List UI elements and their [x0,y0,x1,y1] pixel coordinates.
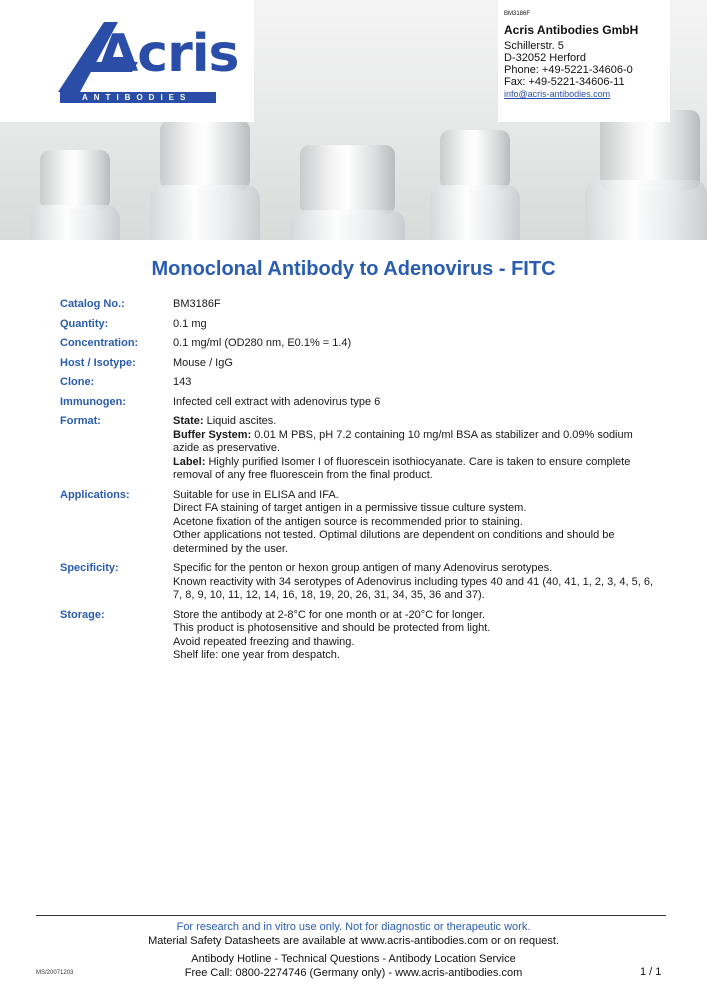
spec-label: Clone: [60,376,95,388]
spec-label: Specificity: [60,562,119,574]
logo-wordmark: Acris [98,24,239,84]
spec-value: 0.1 mg/ml (OD280 nm, E0.1% = 1.4) [173,337,352,349]
storage-line: Avoid repeated freezing and thawing. [173,635,355,648]
spec-value: 0.1 mg [173,317,207,330]
spec-row-format [60,415,660,483]
footer-ms-code: MS/20071203 [36,970,74,976]
spec-row-storage [60,609,660,663]
format-state [173,415,660,429]
format-label-label: Label: [173,455,206,468]
format-label-text: Highly purified Isomer I of fluorescein isothiocyanate. Care is taken to ensure complete removal of any free fluorescein from the final product. [173,455,631,481]
spec-label: Concentration: [60,337,139,349]
footer-hotline: Antibody Hotline - Technical Questions - Antibody Location Service [191,953,516,965]
vial-image [150,185,260,240]
storage-line: This product is photosensitive and should be protected from light. [173,622,491,634]
format-label [173,456,660,483]
spec-label: Storage: [60,608,105,621]
footer-disclaimer: For research and in vitro use only. Not for diagnostic or therapeutic work. [176,921,531,933]
specificity-line: Specific for the penton or hexon group antigen of many Adenovirus serotypes. [173,562,553,574]
spec-value: Mouse / IgG [173,356,233,369]
spec-row-specificity [60,562,660,603]
contact-block [504,10,638,100]
page-title: Monoclonal Antibody to Adenovirus - FITC [151,258,556,280]
spec-value: BM3186F [173,298,221,310]
fax-number: Fax: +49-5221-34606-11 [504,76,625,88]
storage-line: Store the antibody at 2-8°C for one month or at -20°C for longer. [173,608,486,621]
email-link[interactable]: info@acris-antibodies.com [504,89,611,99]
spec-table [60,298,660,669]
spec-label: Catalog No.: [60,298,125,310]
spec-row-applications [60,489,660,557]
format-state-label: State: [173,415,204,427]
format-buffer-text: 0.01 M PBS, pH 7.2 containing 10 mg/ml BSA as stabilizer and 0.09% sodium azide as preservative. [173,428,633,454]
specificity-line: Known reactivity with 34 serotypes of Adenovirus including types 40 and 41 (40, 41, 1, 2, 3, 4, 5, 6, 7, 8, 9, 10, 11, 12, 14, 16, 18, 19, 20, 26, 31, 34, 35, 36 and 37). [173,575,654,601]
spec-value [173,562,660,603]
footer-msds-note: Material Safety Datasheets are available at www.acris-antibodies.com or on request. [148,935,559,947]
vial-cap-image [300,145,395,215]
vial-cap-image [40,150,110,210]
applications-line: Other applications not tested. Optimal dilutions are dependent on conditions and should be determined by the user. [173,529,615,555]
applications-line: Direct FA staining of target antigen in a permissive tissue culture system. [173,502,527,514]
format-buffer [173,429,660,456]
spec-row-concentration [60,337,660,351]
format-state-text: Liquid ascites. [203,415,277,427]
header-banner [0,0,707,240]
vial-cap-image [160,120,250,190]
logo-area [0,0,254,122]
applications-line: Suitable for use in ELISA and IFA. [173,488,339,501]
spec-label: Quantity: [60,317,109,330]
spec-value [173,609,660,663]
footer-free-call: Free Call: 0800-2274746 (Germany only) - www.acris-antibodies.com [184,967,523,979]
logo-subtitle: ANTIBODIES [82,93,192,102]
company-name: Acris Antibodies GmbH [504,23,639,37]
storage-line: Shelf life: one year from despatch. [173,649,340,661]
spec-value [173,415,660,483]
spec-label: Host / Isotype: [60,356,136,369]
footer-divider [36,915,666,916]
spec-row-host [60,357,660,371]
spec-row-immunogen [60,396,660,410]
vial-image [30,205,120,240]
spec-label: Immunogen: [60,395,126,408]
spec-value: 143 [173,376,192,388]
phone-number: Phone: +49-5221-34606-0 [504,64,633,76]
spec-label: Format: [60,415,101,427]
applications-line: Acetone fixation of the antigen source is recommended prior to staining. [173,515,523,528]
city-address: D-32052 Herford [504,52,586,64]
vial-image [430,185,520,240]
page-number: 1 / 1 [640,966,662,978]
spec-row-catalog [60,298,660,312]
spec-row-clone [60,376,660,390]
vial-image [585,180,707,240]
format-buffer-label: Buffer System: [173,428,252,441]
vial-image [290,210,405,240]
street-address: Schillerstr. 5 [504,40,564,52]
spec-row-quantity [60,318,660,332]
spec-value: Infected cell extract with adenovirus type 6 [173,395,381,408]
document-code: BM3186F [504,11,531,17]
vial-cap-image [440,130,510,190]
vial-cap-image [600,110,700,190]
spec-value [173,489,660,557]
spec-label: Applications: [60,488,130,501]
